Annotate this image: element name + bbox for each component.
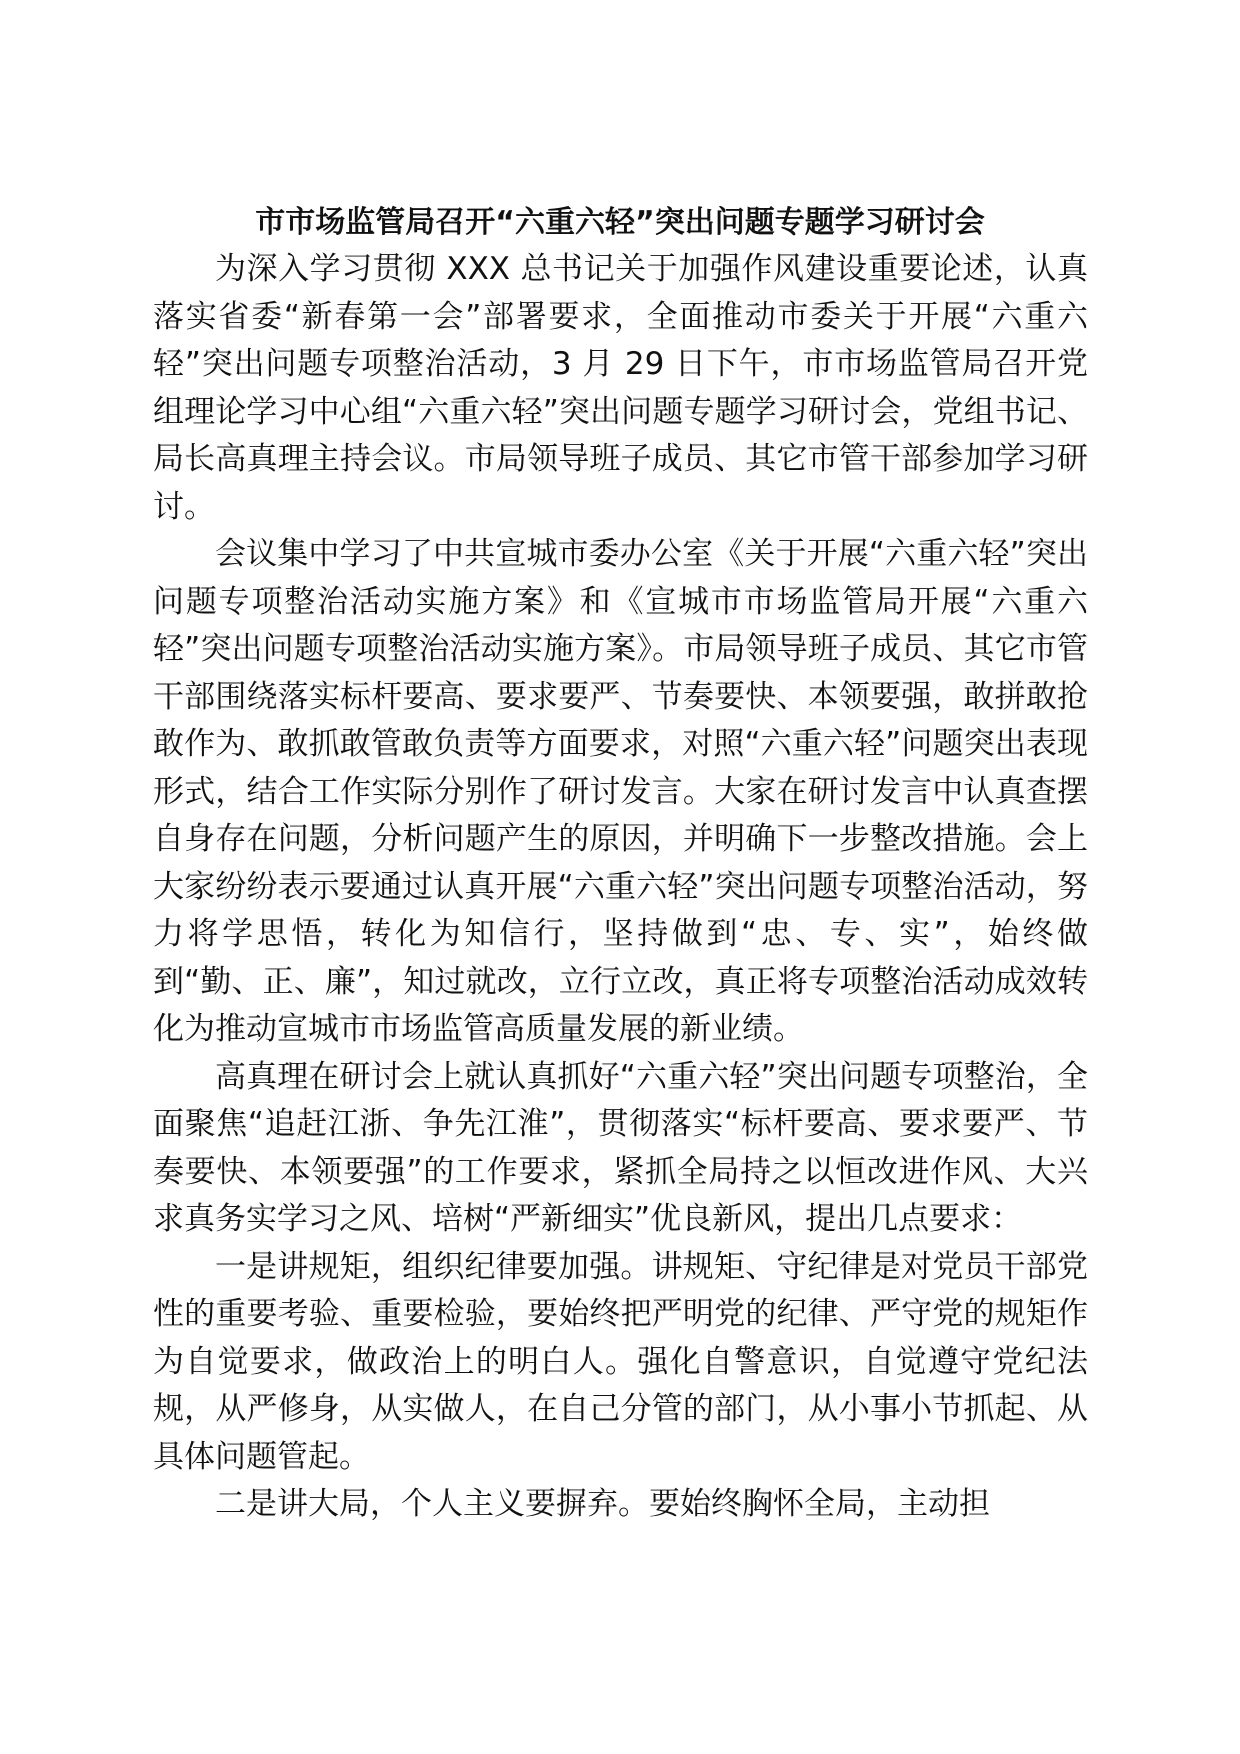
document-title: 市市场监管局召开“六重六轻”突出问题专题学习研讨会: [255, 205, 985, 240]
paragraph-requirements-intro: 高真理在研讨会上就认真抓好“六重六轻”突出问题专项整治，全面聚焦“追赶江浙、争先江淮”，贯彻落实“标杆要高、要求要严、节奏要快、本领要强”的工作要求，紧抓全局持之以恒改进作风、大兴求真务实学习之风、培树“严新细实”优良新风，提出几点要求：: [153, 1058, 1088, 1237]
paragraph-meeting-study: 会议集中学习了中共宣城市委办公室《关于开展“六重六轻”突出问题专项整治活动实施方案》和《宣城市市场监管局开展“六重六轻”突出问题专项整治活动实施方案》。市局领导班子成员、其它市管干部围绕落实标杆要高、要求要严、节奏要快、本领要强，敢拼敢抢敢作为、敢抓敢管敢负责等方面要求，对照“六重六轻”问题突出表现形式，结合工作实际分别作了研讨发言。大家在研讨发言中认真查摆自身存在问题，分析问题产生的原因，并明确下一步整改措施。会上大家纷纷表示要通过认真开展“六重六轻”突出问题专项整治活动，努力将学思悟，转化为知信行，坚持做到“忠、专、实”，始终做到“勤、正、廉”，知过就改，立行立改，真正将专项整治活动成效转化为推动宣城市市场监管高质量发展的新业绩。: [153, 536, 1088, 1047]
paragraph-requirement-two: 二是讲大局，个人主义要摒弃。要始终胸怀全局，主动担: [215, 1486, 990, 1522]
paragraph-requirement-one: 一是讲规矩，组织纪律要加强。讲规矩、守纪律是对党员干部党性的重要考验、重要检验，要始终把严明党的纪律、严守党的规矩作为自觉要求，做政治上的明白人。强化自警意识，自觉遵守党纪法规，从严修身，从实做人，在自己分管的部门，从小事小节抓起、从具体问题管起。: [153, 1248, 1088, 1475]
document-body: [153, 246, 1088, 1529]
paragraph-intro: 为深入学习贯彻 XXX 总书记关于加强作风建设重要论述，认真落实省委“新春第一会”部署要求，全面推动市委关于开展“六重六轻”突出问题专项整治活动，3 月 29 日下午，市市场监管局召开党组理论学习中心组“六重六轻”突出问题专题学习研讨会，党组书记、局长高真理主持会议。市局领导班子成员、其它市管干部参加学习研讨。: [153, 251, 1088, 525]
